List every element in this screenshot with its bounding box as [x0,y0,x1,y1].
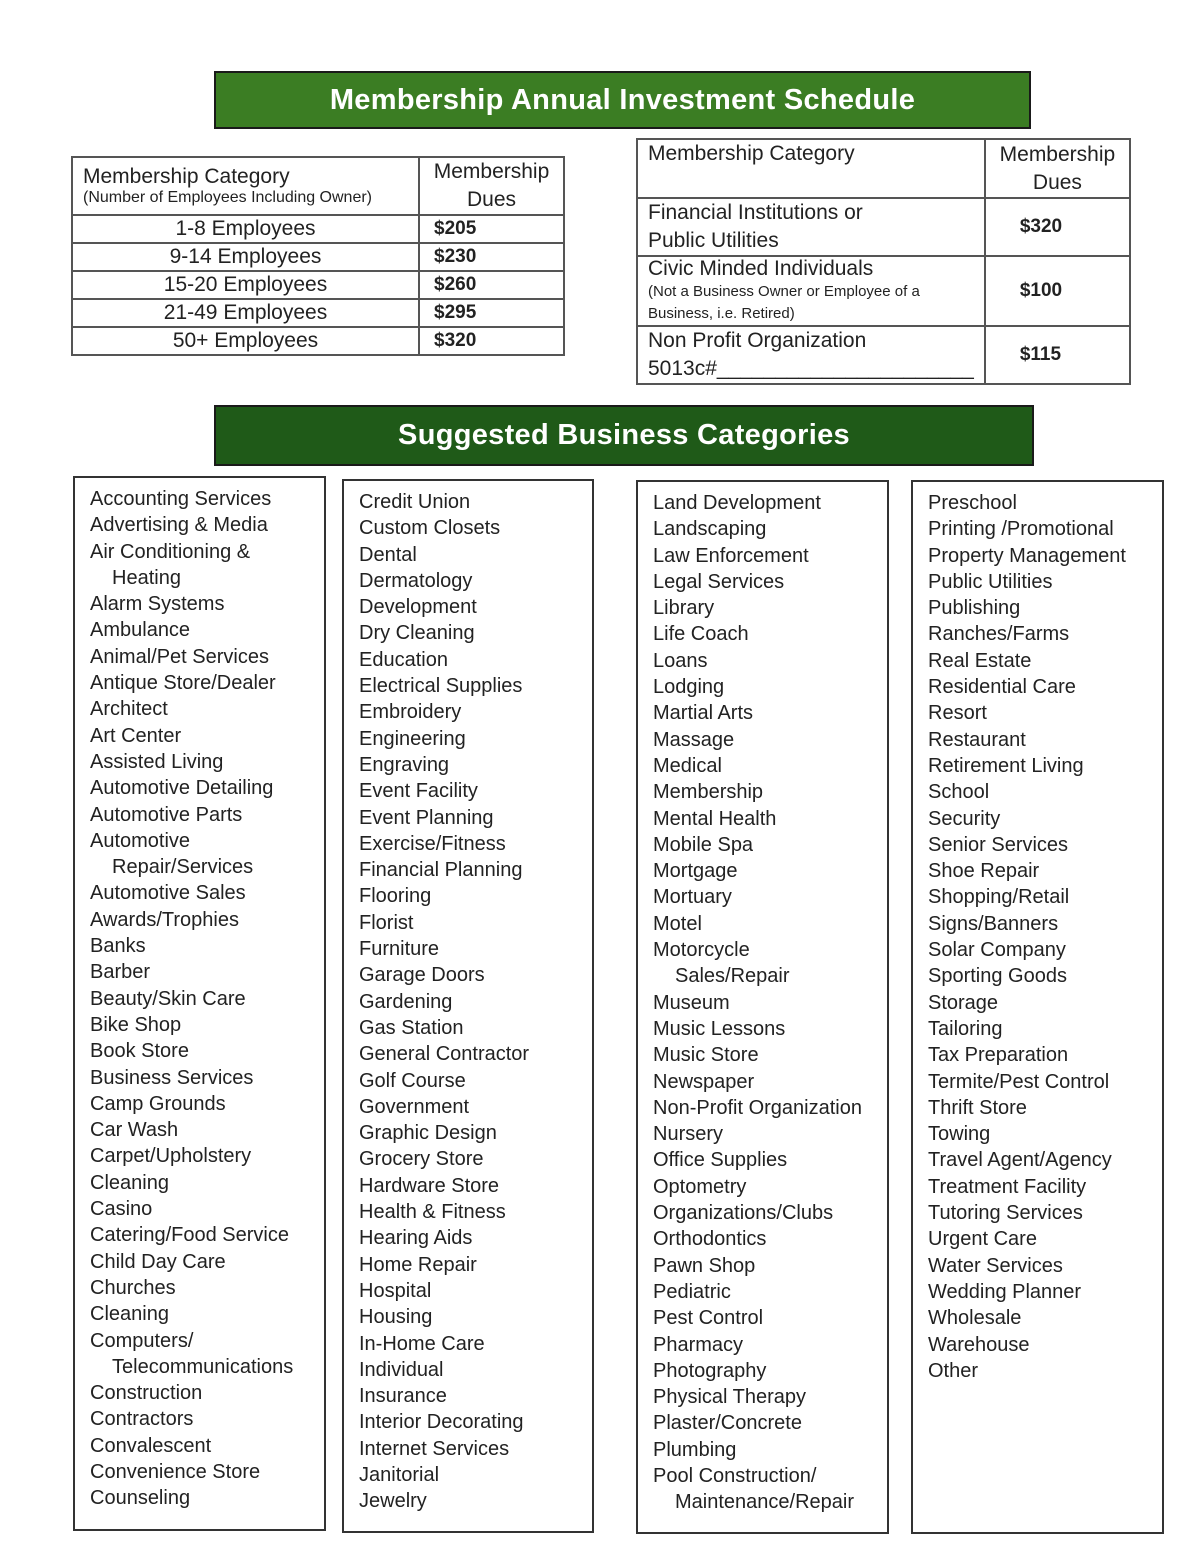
category-item: Organizations/Clubs [653,1202,834,1225]
category-item: Health & Fitness [359,1201,506,1224]
category-item: Solar Company [928,939,1066,962]
header-category [72,157,419,215]
category-item: Banks [90,935,146,958]
category-item: Residential Care [928,676,1076,699]
category-item: Event Facility [359,780,478,803]
category-item: Heating [112,566,181,589]
category-item: Antique Store/Dealer [90,672,276,695]
category-item: Gardening [359,990,453,1013]
category-cell: 15-20 Employees [72,271,419,299]
category-item: Ranches/Farms [928,623,1070,646]
category-item: Advertising & Media [90,514,268,537]
category-item: Motel [653,912,702,935]
category-item: Mortuary [653,886,732,909]
category-item: Event Planning [359,806,494,829]
category-item: Lodging [653,676,725,699]
category-item: Nursery [653,1123,724,1146]
category-cell: 21-49 Employees [72,299,419,327]
header-category-note: (Number of Employees Including Owner) [83,189,373,206]
category-item: Wedding Planner [928,1280,1082,1303]
category-item: Repair/Services [112,856,254,879]
category-item: Grocery Store [359,1148,484,1171]
category-item: Treatment Facility [928,1175,1087,1198]
category-line2: Public Utilities [648,229,779,252]
table-row [72,271,564,299]
category-item: Automotive [90,829,191,852]
category-item: Internet Services [359,1437,510,1460]
category-cell [637,198,985,256]
category-item: Office Supplies [653,1149,788,1172]
category-item: Flooring [359,885,432,908]
category-column-3 [636,480,889,1534]
category-item: Dental [359,543,417,566]
category-item: Automotive Parts [90,803,243,826]
category-cell: 1-8 Employees [72,215,419,243]
category-item: Pawn Shop [653,1254,756,1277]
category-column-2 [342,479,594,1533]
category-item: Interior Decorating [359,1411,524,1434]
category-item: Gas Station [359,1016,464,1039]
dues-cell: $205 [419,215,564,243]
category-item: Financial Planning [359,859,523,882]
category-item: Engineering [359,727,466,750]
table-row [72,215,564,243]
category-item: Medical [653,754,722,777]
category-item: Mortgage [653,860,738,883]
table-header-row [72,157,564,215]
category-item: Orthodontics [653,1228,767,1251]
category-item: Optometry [653,1175,747,1198]
category-item: Housing [359,1306,433,1329]
category-item: Education [359,648,448,671]
category-item: Graphic Design [359,1122,497,1145]
category-item: Electrical Supplies [359,675,523,698]
category-item: Law Enforcement [653,544,809,567]
category-item: Bike Shop [90,1013,182,1036]
header-dues-line1: Membership [433,160,550,183]
dues-cell: $230 [419,243,564,271]
category-item: Beauty/Skin Care [90,987,246,1010]
header-dues-line1: Membership [999,142,1116,166]
category-item: Membership [653,781,764,804]
category-item: Preschool [928,492,1017,514]
category-item: Library [653,597,715,620]
category-item: Computers/ [90,1329,194,1352]
nonprofit-number-field[interactable]: 5013c#______________________ [648,357,974,380]
category-item: Shopping/Retail [928,886,1070,909]
category-item: Other [928,1359,979,1382]
category-item: Security [928,807,1001,830]
category-item: Mobile Spa [653,833,754,856]
category-item: Dermatology [359,569,473,592]
category-note: (Not a Business Owner or Employee of a Business, i.e. Retired) [648,283,920,322]
table-row [72,243,564,271]
category-item: Public Utilities [928,570,1053,593]
category-item: Hospital [359,1279,432,1302]
header-dues [985,139,1130,198]
category-item: Tutoring Services [928,1202,1083,1225]
category-item: Plumbing [653,1438,737,1461]
category-item: Golf Course [359,1069,466,1092]
category-item: Book Store [90,1040,189,1063]
table-row [637,326,1130,384]
category-item: Cleaning [90,1303,169,1326]
category-item: Mental Health [653,807,777,830]
category-item: In-Home Care [359,1332,485,1355]
category-item: Warehouse [928,1333,1030,1356]
category-item: Storage [928,991,999,1014]
category-item: Construction [90,1382,203,1405]
category-item: Pool Construction/ [653,1464,817,1487]
category-item: Art Center [90,724,182,747]
category-item: Custom Closets [359,517,501,540]
category-item: Convalescent [90,1434,212,1457]
category-cell: 50+ Employees [72,327,419,355]
category-item: Animal/Pet Services [90,645,269,668]
category-item: Business Services [90,1066,254,1089]
category-item: Retirement Living [928,754,1084,777]
category-item: Thrift Store [928,1096,1027,1119]
category-item: Pest Control [653,1307,764,1330]
category-item: Assisted Living [90,750,224,773]
table-row [637,256,1130,326]
category-item: Motorcycle [653,939,750,962]
category-item: Hearing Aids [359,1227,473,1250]
categories-title-banner: Suggested Business Categories [214,405,1034,466]
category-item: Garage Doors [359,964,485,987]
dues-cell: $320 [985,198,1130,256]
category-item: Automotive Sales [90,882,246,905]
category-item: Tailoring [928,1017,1003,1040]
special-dues-table [636,138,1131,385]
category-item: Insurance [359,1385,447,1408]
category-item: Camp Grounds [90,1092,226,1115]
category-item: Florist [359,911,414,934]
category-column-4 [911,480,1164,1534]
schedule-title-banner: Membership Annual Investment Schedule [214,71,1031,129]
category-item: Shoe Repair [928,860,1040,883]
category-item: Ambulance [90,619,191,642]
category-item: Music Lessons [653,1017,786,1040]
category-item: Tax Preparation [928,1044,1069,1067]
category-item: Land Development [653,492,821,514]
category-item: Casino [90,1198,153,1221]
category-item: Government [359,1095,470,1118]
category-column-1 [73,476,326,1531]
category-item: Publishing [928,597,1021,620]
category-cell [637,326,985,384]
category-item: Barber [90,961,151,984]
category-item: Car Wash [90,1119,179,1142]
category-line1: Financial Institutions or [648,201,863,224]
category-item: Property Management [928,544,1126,567]
category-item: Accounting Services [90,488,272,510]
category-item: Towing [928,1123,991,1146]
category-item: Embroidery [359,701,462,724]
header-category-label: Membership Category [83,165,290,188]
category-item: Cleaning [90,1171,169,1194]
category-item: Maintenance/Repair [675,1491,854,1514]
category-item: Credit Union [359,491,471,513]
category-item: Wholesale [928,1307,1022,1330]
category-item: Carpet/Upholstery [90,1145,252,1168]
dues-cell: $320 [419,327,564,355]
category-item: Dry Cleaning [359,622,475,645]
category-item: Massage [653,728,735,751]
category-item: Martial Arts [653,702,754,725]
header-category: Membership Category [637,139,985,198]
category-item: Individual [359,1358,444,1381]
category-item: Architect [90,698,168,721]
category-item: Jewelry [359,1490,427,1513]
category-item: Physical Therapy [653,1386,807,1409]
table-row [72,327,564,355]
category-item: Counseling [90,1487,191,1510]
category-item: Air Conditioning & [90,540,251,563]
category-item: School [928,781,990,804]
category-item: Child Day Care [90,1250,226,1273]
category-item: Restaurant [928,728,1026,751]
category-item: Non-Profit Organization [653,1096,862,1119]
category-cell: 9-14 Employees [72,243,419,271]
category-item: Pharmacy [653,1333,744,1356]
category-cell [637,256,985,326]
category-item: General Contractor [359,1043,530,1066]
category-item: Newspaper [653,1070,755,1093]
category-item: Travel Agent/Agency [928,1149,1112,1172]
category-item: Printing /Promotional [928,518,1114,541]
category-item: Real Estate [928,649,1032,672]
category-item: Contractors [90,1408,194,1431]
table-row [72,299,564,327]
category-line1: Non Profit Organization [648,329,867,352]
category-line1: Civic Minded Individuals [648,257,874,280]
table-header-row [637,139,1130,198]
category-item: Sales/Repair [675,965,790,988]
dues-cell: $260 [419,271,564,299]
category-item: Pediatric [653,1280,731,1303]
category-item: Museum [653,991,730,1014]
category-item: Home Repair [359,1253,477,1276]
category-item: Water Services [928,1254,1063,1277]
category-item: Sporting Goods [928,965,1067,988]
category-item: Legal Services [653,570,785,593]
category-item: Music Store [653,1044,759,1067]
header-dues-line2: Dues [1032,170,1082,194]
category-item: Engraving [359,753,450,776]
category-item: Plaster/Concrete [653,1412,802,1435]
header-dues-line2: Dues [466,188,517,211]
category-item: Catering/Food Service [90,1224,289,1247]
category-item: Automotive Detailing [90,777,274,800]
category-item: Furniture [359,938,440,961]
dues-cell: $295 [419,299,564,327]
category-item: Loans [653,649,708,672]
header-dues [419,157,564,215]
category-item: Landscaping [653,518,767,541]
category-item: Telecommunications [112,1355,294,1378]
category-item: Exercise/Fitness [359,832,506,855]
table-row [637,198,1130,256]
dues-cell: $100 [985,256,1130,326]
category-item: Photography [653,1359,767,1382]
category-item: Hardware Store [359,1174,500,1197]
category-item: Alarm Systems [90,593,225,616]
employee-dues-table [71,156,565,356]
category-item: Development [359,596,477,619]
category-item: Urgent Care [928,1228,1037,1251]
category-item: Signs/Banners [928,912,1059,935]
category-item: Resort [928,702,987,725]
category-item: Convenience Store [90,1460,261,1483]
category-item: Churches [90,1276,176,1299]
dues-cell: $115 [985,326,1130,384]
category-item: Janitorial [359,1463,440,1486]
category-item: Termite/Pest Control [928,1070,1110,1093]
category-item: Senior Services [928,833,1069,856]
category-item: Life Coach [653,623,749,646]
category-item: Awards/Trophies [90,908,239,931]
